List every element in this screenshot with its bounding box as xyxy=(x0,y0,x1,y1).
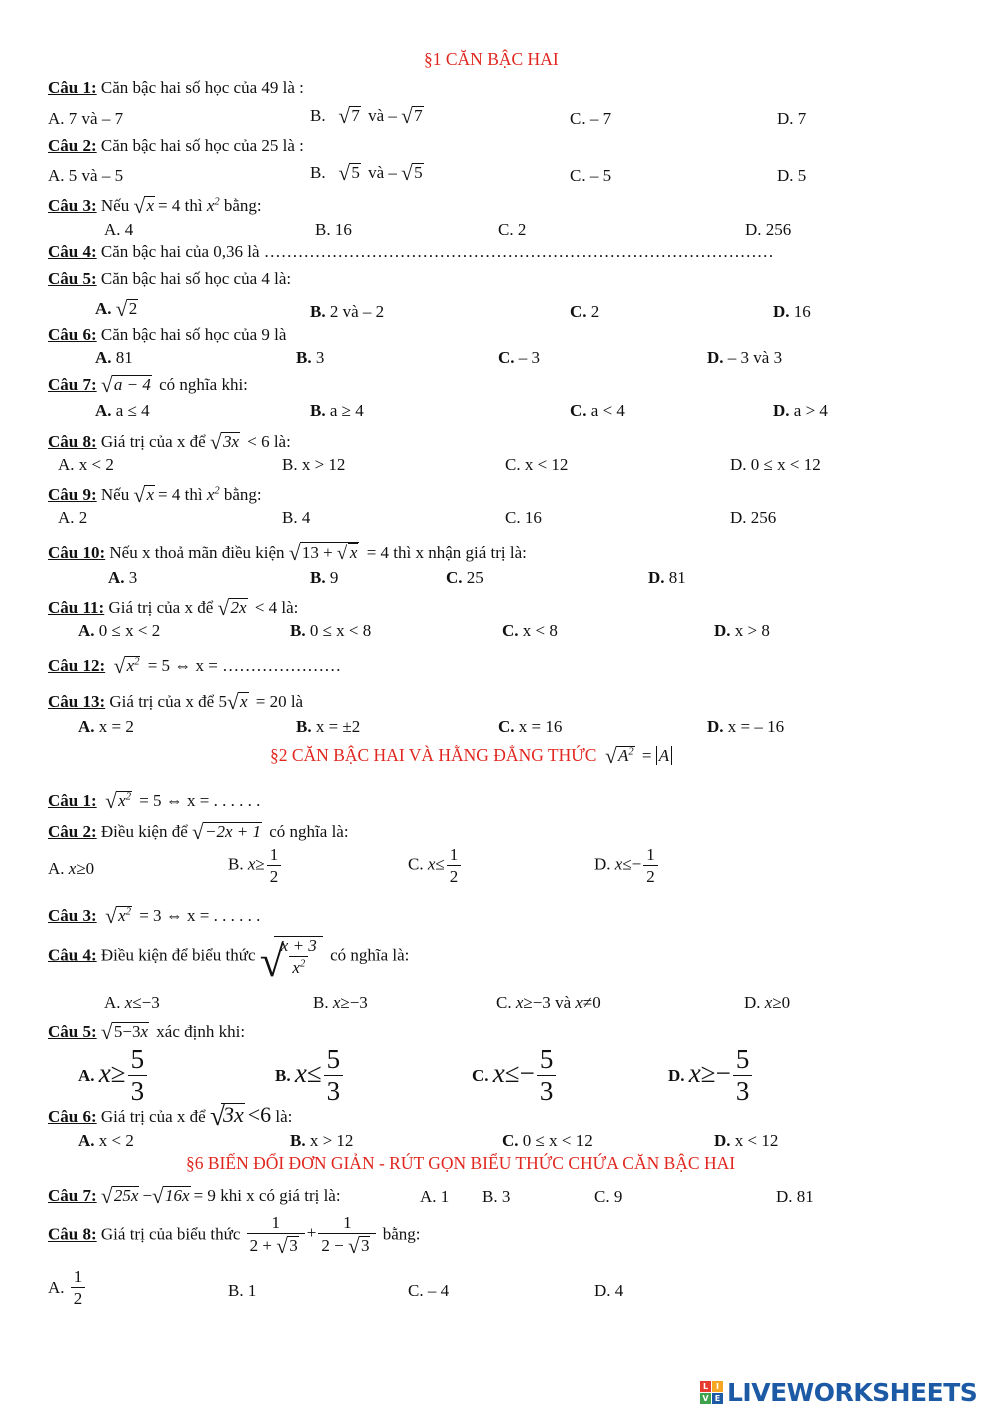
option-d[interactable]: D. 256 xyxy=(745,220,792,239)
option-c[interactable]: C. 2 xyxy=(570,302,600,321)
option-d[interactable]: D. 5 xyxy=(777,166,807,185)
option-d[interactable]: D. x > 8 xyxy=(714,621,770,640)
option-d[interactable]: D. x≥0 xyxy=(744,993,791,1012)
option-c[interactable]: C. 25 xyxy=(446,568,484,587)
option-a[interactable]: A. a ≤ 4 xyxy=(95,401,150,420)
option-c[interactable]: C. – 4 xyxy=(408,1281,450,1300)
option-d[interactable]: D. x = – 16 xyxy=(707,717,785,736)
section-2-title: §2 CĂN BẬC HAI VÀ HẰNG ĐẲNG THỨC √ $A^2 = A$ xyxy=(270,746,672,765)
option-c[interactable]: C. – 7 xyxy=(570,109,612,128)
option-b[interactable]: B. 16 xyxy=(315,220,352,239)
option-a[interactable]: A. $\frac{1}{2}$ xyxy=(48,1268,87,1307)
option-c[interactable]: C. x≤− $\frac{5}{3}$ xyxy=(472,1046,558,1105)
option-c[interactable]: C. 16 xyxy=(505,508,542,527)
question-2-2: Câu 2: Điều kiện để √ −2x + 1 có nghĩa là: xyxy=(48,819,349,844)
question-7: Câu 7: √ a − 4 có nghĩa khi: xyxy=(48,372,248,397)
option-c[interactable]: C. – 3 xyxy=(498,348,541,367)
option-d[interactable]: D. 4 xyxy=(594,1281,624,1300)
question-6-7: Câu 7: √ 25x − √ 16x = 9 khi x có giá trị là: xyxy=(48,1183,341,1208)
option-a[interactable]: A. x < 2 xyxy=(78,1131,134,1150)
option-d[interactable]: D. – 3 và 3 xyxy=(707,348,783,367)
option-c[interactable]: C. x < 12 xyxy=(505,455,569,474)
option-a[interactable]: A. 5 và – 5 xyxy=(48,166,124,185)
option-b[interactable]: B. 0 ≤ x < 8 xyxy=(290,621,372,640)
option-c[interactable]: C. 9 xyxy=(594,1187,623,1206)
option-b[interactable]: B. 4 xyxy=(282,508,311,527)
option-d[interactable]: D. x < 12 xyxy=(714,1131,779,1150)
option-a[interactable]: A. x = 2 xyxy=(78,717,134,736)
option-c[interactable]: C. a < 4 xyxy=(570,401,625,420)
question-9: Câu 9: Nếu √ x = 4 thì $x^2$ bằng: xyxy=(48,482,262,507)
option-b[interactable]: B. a ≥ 4 xyxy=(310,401,364,420)
option-a[interactable]: A. 81 xyxy=(95,348,133,367)
option-a[interactable]: A. 0 ≤ x < 2 xyxy=(78,621,161,640)
option-a[interactable]: A. x≤−3 xyxy=(104,993,160,1012)
option-b[interactable]: B. 1 xyxy=(228,1281,257,1300)
question-2-3: Câu 3: √ $x^2 = 3$ ⇔ x = . . . . . . xyxy=(48,903,261,928)
option-a[interactable]: A. 1 xyxy=(420,1187,450,1206)
question-10: Câu 10: Nếu x thoả mãn điều kiện √ 13 + √ x = 4 thì x nhận giá trị là: xyxy=(48,540,527,565)
question-5: Câu 5: Căn bậc hai số học của 4 là: xyxy=(48,269,292,288)
option-a[interactable]: A. 4 xyxy=(104,220,134,239)
logo-text: LIVEWORKSHEETS xyxy=(727,1378,978,1407)
question-8: Câu 8: Giá trị của x để √ 3x < 6 là: xyxy=(48,429,291,454)
option-b[interactable]: B. x > 12 xyxy=(290,1131,354,1150)
question-label: Câu 1: xyxy=(48,78,97,97)
option-c[interactable]: C. 2 xyxy=(498,220,527,239)
option-b[interactable]: B. 2 và – 2 xyxy=(310,302,385,321)
option-b[interactable]: B. 3 xyxy=(482,1187,511,1206)
option-b[interactable]: B. x > 12 xyxy=(282,455,346,474)
option-b[interactable]: B. x≥ $\frac{1}{2}$ xyxy=(228,846,283,885)
logo-icon: L I V E xyxy=(700,1381,723,1404)
question-text: Căn bậc hai số học của 49 là : xyxy=(100,78,304,97)
option-d[interactable]: D. x≥− $\frac{5}{3}$ xyxy=(668,1046,754,1105)
question-2-1: Câu 1: √ $x^2 = 5$ ⇔ x = . . . . . . xyxy=(48,788,261,813)
question-2: Câu 2: Căn bậc hai số học của 25 là : xyxy=(48,136,304,155)
option-a[interactable]: A. x < 2 xyxy=(58,455,114,474)
option-d[interactable]: D. 7 xyxy=(777,109,807,128)
option-b[interactable]: B. 9 xyxy=(310,568,339,587)
question-6: Câu 6: Căn bậc hai số học của 9 là xyxy=(48,325,287,344)
option-d[interactable]: D. 0 ≤ x < 12 xyxy=(730,455,821,474)
option-a[interactable]: A. 7 và – 7 xyxy=(48,109,124,128)
option-d[interactable]: D. 81 xyxy=(648,568,686,587)
liveworksheets-logo xyxy=(700,1378,977,1407)
section-6-title: §6 BIẾN ĐỔI ĐƠN GIẢN - RÚT GỌN BIỂU THỨC CHỨA CĂN BẬC HAI xyxy=(186,1153,736,1173)
option-c[interactable]: C. x < 8 xyxy=(502,621,558,640)
option-b[interactable]: B. x = ±2 xyxy=(296,717,361,736)
option-c[interactable]: C. – 5 xyxy=(570,166,612,185)
question-13: Câu 13: Giá trị của x để 5 √ x = 20 là xyxy=(48,689,304,714)
option-b[interactable]: B. 3 xyxy=(296,348,325,367)
option-d[interactable]: D. 16 xyxy=(773,302,811,321)
option-b[interactable]: B. x≤ $\frac{5}{3}$ xyxy=(275,1046,345,1105)
question-11: Câu 11: Giá trị của x để √ 2x < 4 là: xyxy=(48,595,299,620)
option-d[interactable]: D. 256 xyxy=(730,508,777,527)
question-1 xyxy=(48,79,304,96)
option-b[interactable]: B. √ 5 và – √ 5 xyxy=(310,160,423,185)
option-c[interactable]: C. x = 16 xyxy=(498,717,563,736)
option-d[interactable]: D. a > 4 xyxy=(773,401,828,420)
option-b[interactable]: B. x≥−3 xyxy=(313,993,368,1012)
question-3: Câu 3: Nếu √ x = 4 thì $x^2$ bằng: xyxy=(48,193,262,218)
question-12: Câu 12: √ $x^2 = 5$ ⇔ x = ………………… xyxy=(48,653,342,678)
question-4: Câu 4: Căn bậc hai của 0,36 là ……………………………………………………………………………… xyxy=(48,242,774,261)
option-a[interactable]: A. 2 xyxy=(58,508,88,527)
option-d[interactable]: D. 81 xyxy=(776,1187,814,1206)
section-1-title: §1 CĂN BẬC HAI xyxy=(424,49,559,69)
option-c[interactable]: C. 0 ≤ x < 12 xyxy=(502,1131,593,1150)
option-c[interactable]: C. x≥−3 và x≠0 xyxy=(496,993,601,1012)
option-b[interactable]: B. √ 7 và – √ 7 xyxy=(310,103,423,128)
option-a[interactable]: A. 3 xyxy=(108,568,138,587)
question-6-8: Câu 8: Giá trị của biểu thức 1 2 + √ 3 + 1 2 − √ 3 bằng: xyxy=(48,1213,421,1258)
question-2-6: Câu 6: Giá trị của x để √ 3x <6 là: xyxy=(48,1099,293,1131)
option-a[interactable]: A. x≥0 xyxy=(48,859,95,878)
option-a[interactable]: A. x≥ $\frac{5}{3}$ xyxy=(78,1046,149,1105)
option-c[interactable]: C. x≤ $\frac{1}{2}$ xyxy=(408,846,463,885)
option-d[interactable]: D. x≤− $\frac{1}{2}$ xyxy=(594,846,660,885)
question-2-5: Câu 5: √ 5−3x xác định khi: xyxy=(48,1019,246,1044)
question-2-4: Câu 4: Điều kiện để biểu thức √ $\frac{x + 3}{x^2}$ có nghĩa là: xyxy=(48,936,410,986)
option-a[interactable]: A. √ 2 xyxy=(95,296,138,321)
